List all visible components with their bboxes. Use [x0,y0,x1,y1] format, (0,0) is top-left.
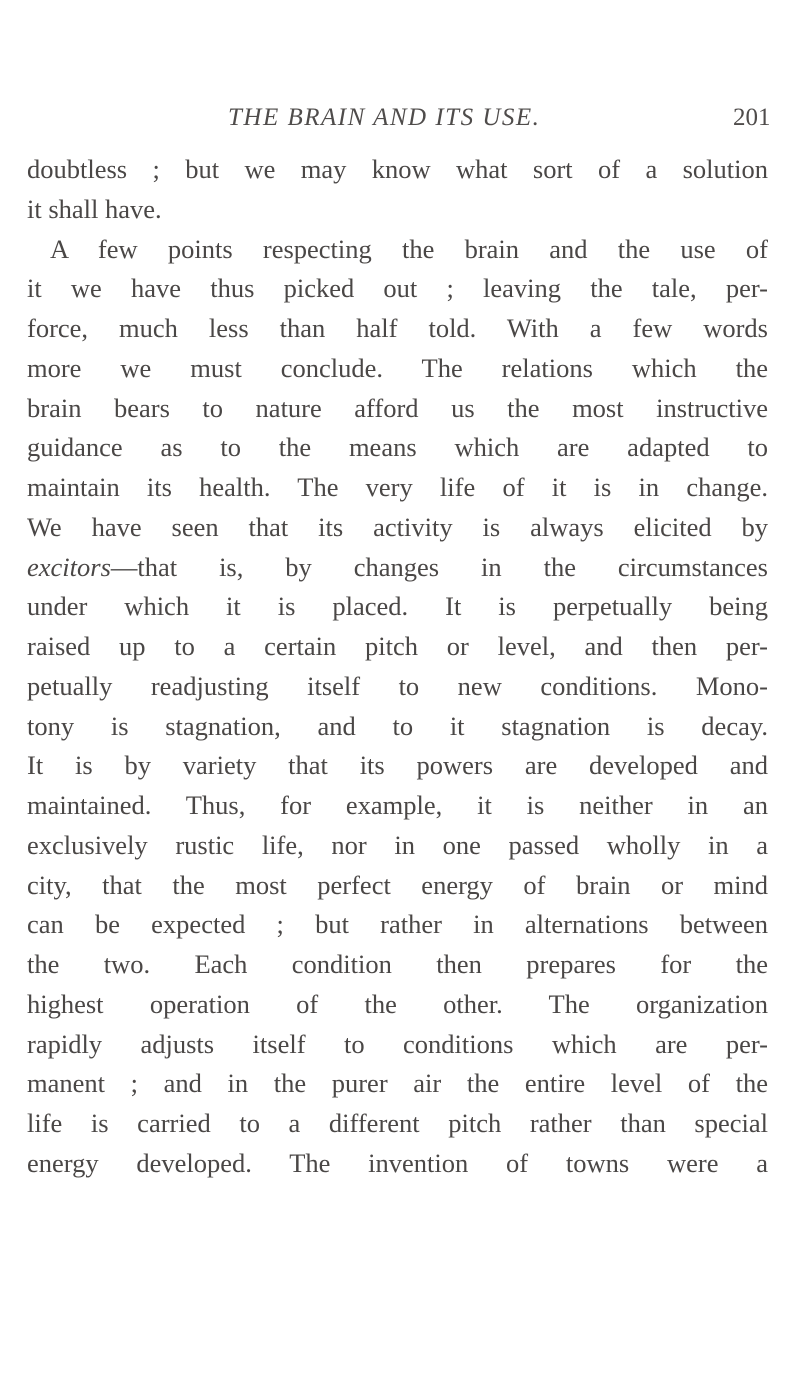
text-line: exclusively rustic life, nor in one passed wholly in a [27,829,768,860]
text-line: more we must conclude. The relations which the [27,352,768,383]
running-title: THE BRAIN AND ITS USE. [228,104,541,131]
text-line: We have seen that its activity is always elicited by [27,511,768,542]
text-line: petually readjusting itself to new conditions. Mono- [27,670,768,701]
text-line: maintain its health. The very life of it is in change. [27,472,768,502]
text-line: doubtless ; but we may know what sort of a solution [27,154,768,184]
text-line: excitors—that is, by changes in the circumstances [27,551,768,582]
text-line: guidance as to the means which are adapted to [27,432,768,463]
text-line: energy developed. The invention of towns were a [27,1147,768,1178]
text-line: can be expected ; but rather in alternations between [27,909,768,940]
text-line-rest: that is, by changes in the circumstances [137,551,768,582]
running-head [0,104,800,144]
text-line: It is by variety that its powers are developed and [27,750,768,781]
text-line: the two. Each condition then prepares for the [27,949,768,979]
paragraph-start-line: A few points respecting the brain and the use of [50,233,768,264]
text-line: rapidly adjusts itself to conditions which are per- [27,1028,768,1059]
text-line: it we have thus picked out ; leaving the tale, per- [27,273,768,304]
text-line: life is carried to a different pitch rather than special [27,1108,768,1138]
text-line: city, that the most perfect energy of brain or mind [27,869,768,900]
text-line: under which it is placed. It is perpetually being [27,591,768,622]
page-number: 201 [733,104,771,131]
text-line: force, much less than half told. With a few words [27,313,768,343]
text-line: maintained. Thus, for example, it is neither in an [27,790,768,820]
italic-term: excitors [27,551,111,582]
body-text [27,150,768,1184]
text-line: it shall have. [27,193,162,224]
text-line: tony is stagnation, and to it stagnation is decay. [27,710,768,741]
text-line: brain bears to nature afford us the most instructive [27,392,768,423]
text-line: raised up to a certain pitch or level, and then per- [27,631,768,661]
text-line: manent ; and in the purer air the entire level of the [27,1068,768,1099]
text-line: highest operation of the other. The organization [27,988,768,1019]
